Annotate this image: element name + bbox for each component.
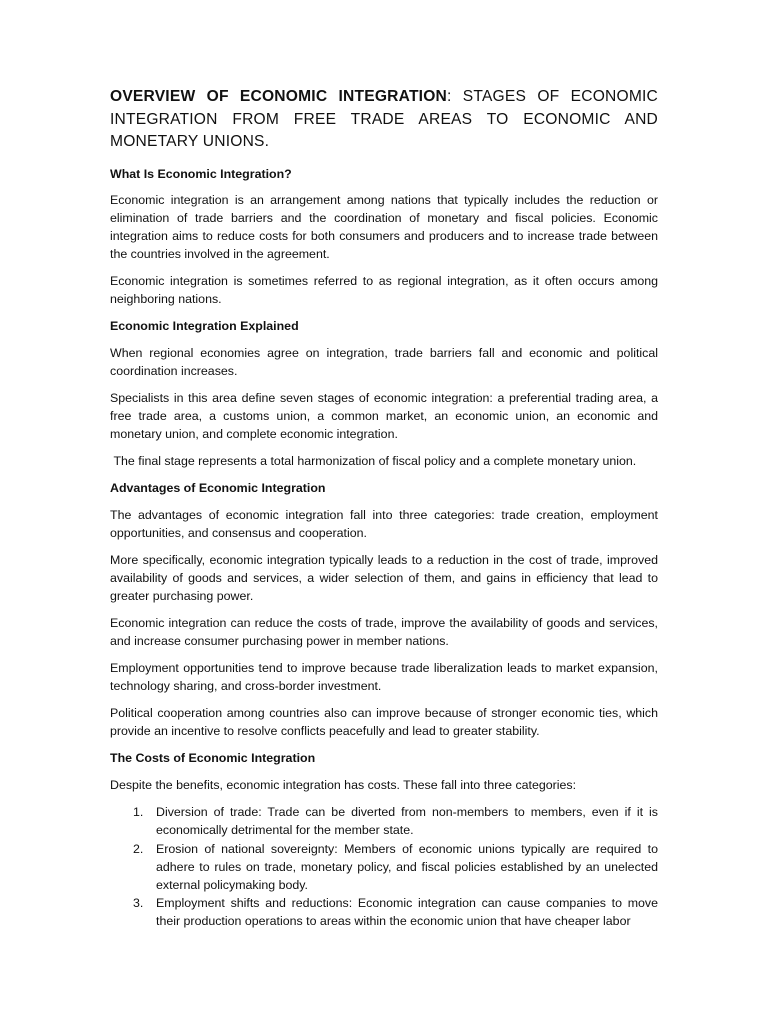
body-paragraph: Political cooperation among countries also can improve because of stronger economic ties, which provide an incentive to resolve conflicts peacefully and lead to greater stability.	[110, 706, 658, 738]
list-item	[110, 804, 658, 840]
body-paragraph: The final stage represents a total harmonization of fiscal policy and a complete monetary union.	[110, 453, 637, 468]
body-paragraph: The advantages of economic integration fall into three categories: trade creation, employment opportunities, and consensus and cooperation.	[110, 507, 658, 540]
list-item-text: Employment shifts and reductions: Economic integration can cause companies to move their production operations to areas within the economic union that have cheaper labor	[156, 896, 658, 929]
body-paragraph: More specifically, economic integration typically leads to a reduction in the cost of trade, improved availability of goods and services, a wider selection of them, and gains in efficiency that lead to greater purchasing power.	[110, 553, 658, 603]
document-title-rest: : STAGES OF ECONOMIC INTEGRATION FROM FREE TRADE AREAS TO ECONOMIC AND MONETARY UNIONS.	[110, 88, 658, 150]
body-paragraph: When regional economies agree on integration, trade barriers fall and economic and political coordination increases.	[110, 345, 658, 378]
section-heading-costs: The Costs of Economic Integration	[110, 751, 316, 766]
body-paragraph: Economic integration is sometimes referred to as regional integration, as it often occurs among neighboring nations.	[110, 273, 658, 306]
body-paragraph: Economic integration can reduce the costs of trade, improve the availability of goods and services, and increase consumer purchasing power in member nations.	[110, 615, 658, 648]
body-paragraph: Economic integration is an arrangement among nations that typically includes the reduction or elimination of trade barriers and the coordination of monetary and fiscal policies. Economic integration aims to reduce costs for both consumers and producers and to increase trade between the countries involved in the agreement.	[110, 193, 658, 261]
list-item	[110, 895, 658, 931]
section-heading-explained: Economic Integration Explained	[110, 319, 299, 334]
document-title	[110, 86, 658, 154]
list-item	[110, 841, 658, 894]
body-paragraph: Specialists in this area define seven stages of economic integration: a preferential trading area, a free trade area, a customs union, a common market, an economic union, an economic and monetary union, and complete economic integration.	[110, 390, 658, 441]
cost-list	[110, 804, 658, 931]
document-title-bold: OVERVIEW OF ECONOMIC INTEGRATION	[110, 88, 447, 105]
section-heading-what-is: What Is Economic Integration?	[110, 166, 292, 181]
section-heading-advantages: Advantages of Economic Integration	[110, 481, 326, 496]
list-item-text: Erosion of national sovereignty: Members of economic unions typically are required to adhere to rules on trade, monetary policy, and fiscal policies established by an unelected external policymaking body.	[156, 841, 658, 892]
list-item-number: 2.	[133, 841, 144, 856]
body-paragraph: Employment opportunities tend to improve because trade liberalization leads to market expansion, technology sharing, and cross-border investment.	[110, 661, 658, 693]
list-item-text: Diversion of trade: Trade can be diverted from non-members to members, even if it is economically detrimental for the member state.	[156, 805, 658, 838]
document-page	[110, 86, 658, 932]
list-item-number: 3.	[133, 896, 144, 911]
body-paragraph: Despite the benefits, economic integration has costs. These fall into three categories:	[110, 778, 577, 793]
list-item-number: 1.	[133, 805, 144, 820]
